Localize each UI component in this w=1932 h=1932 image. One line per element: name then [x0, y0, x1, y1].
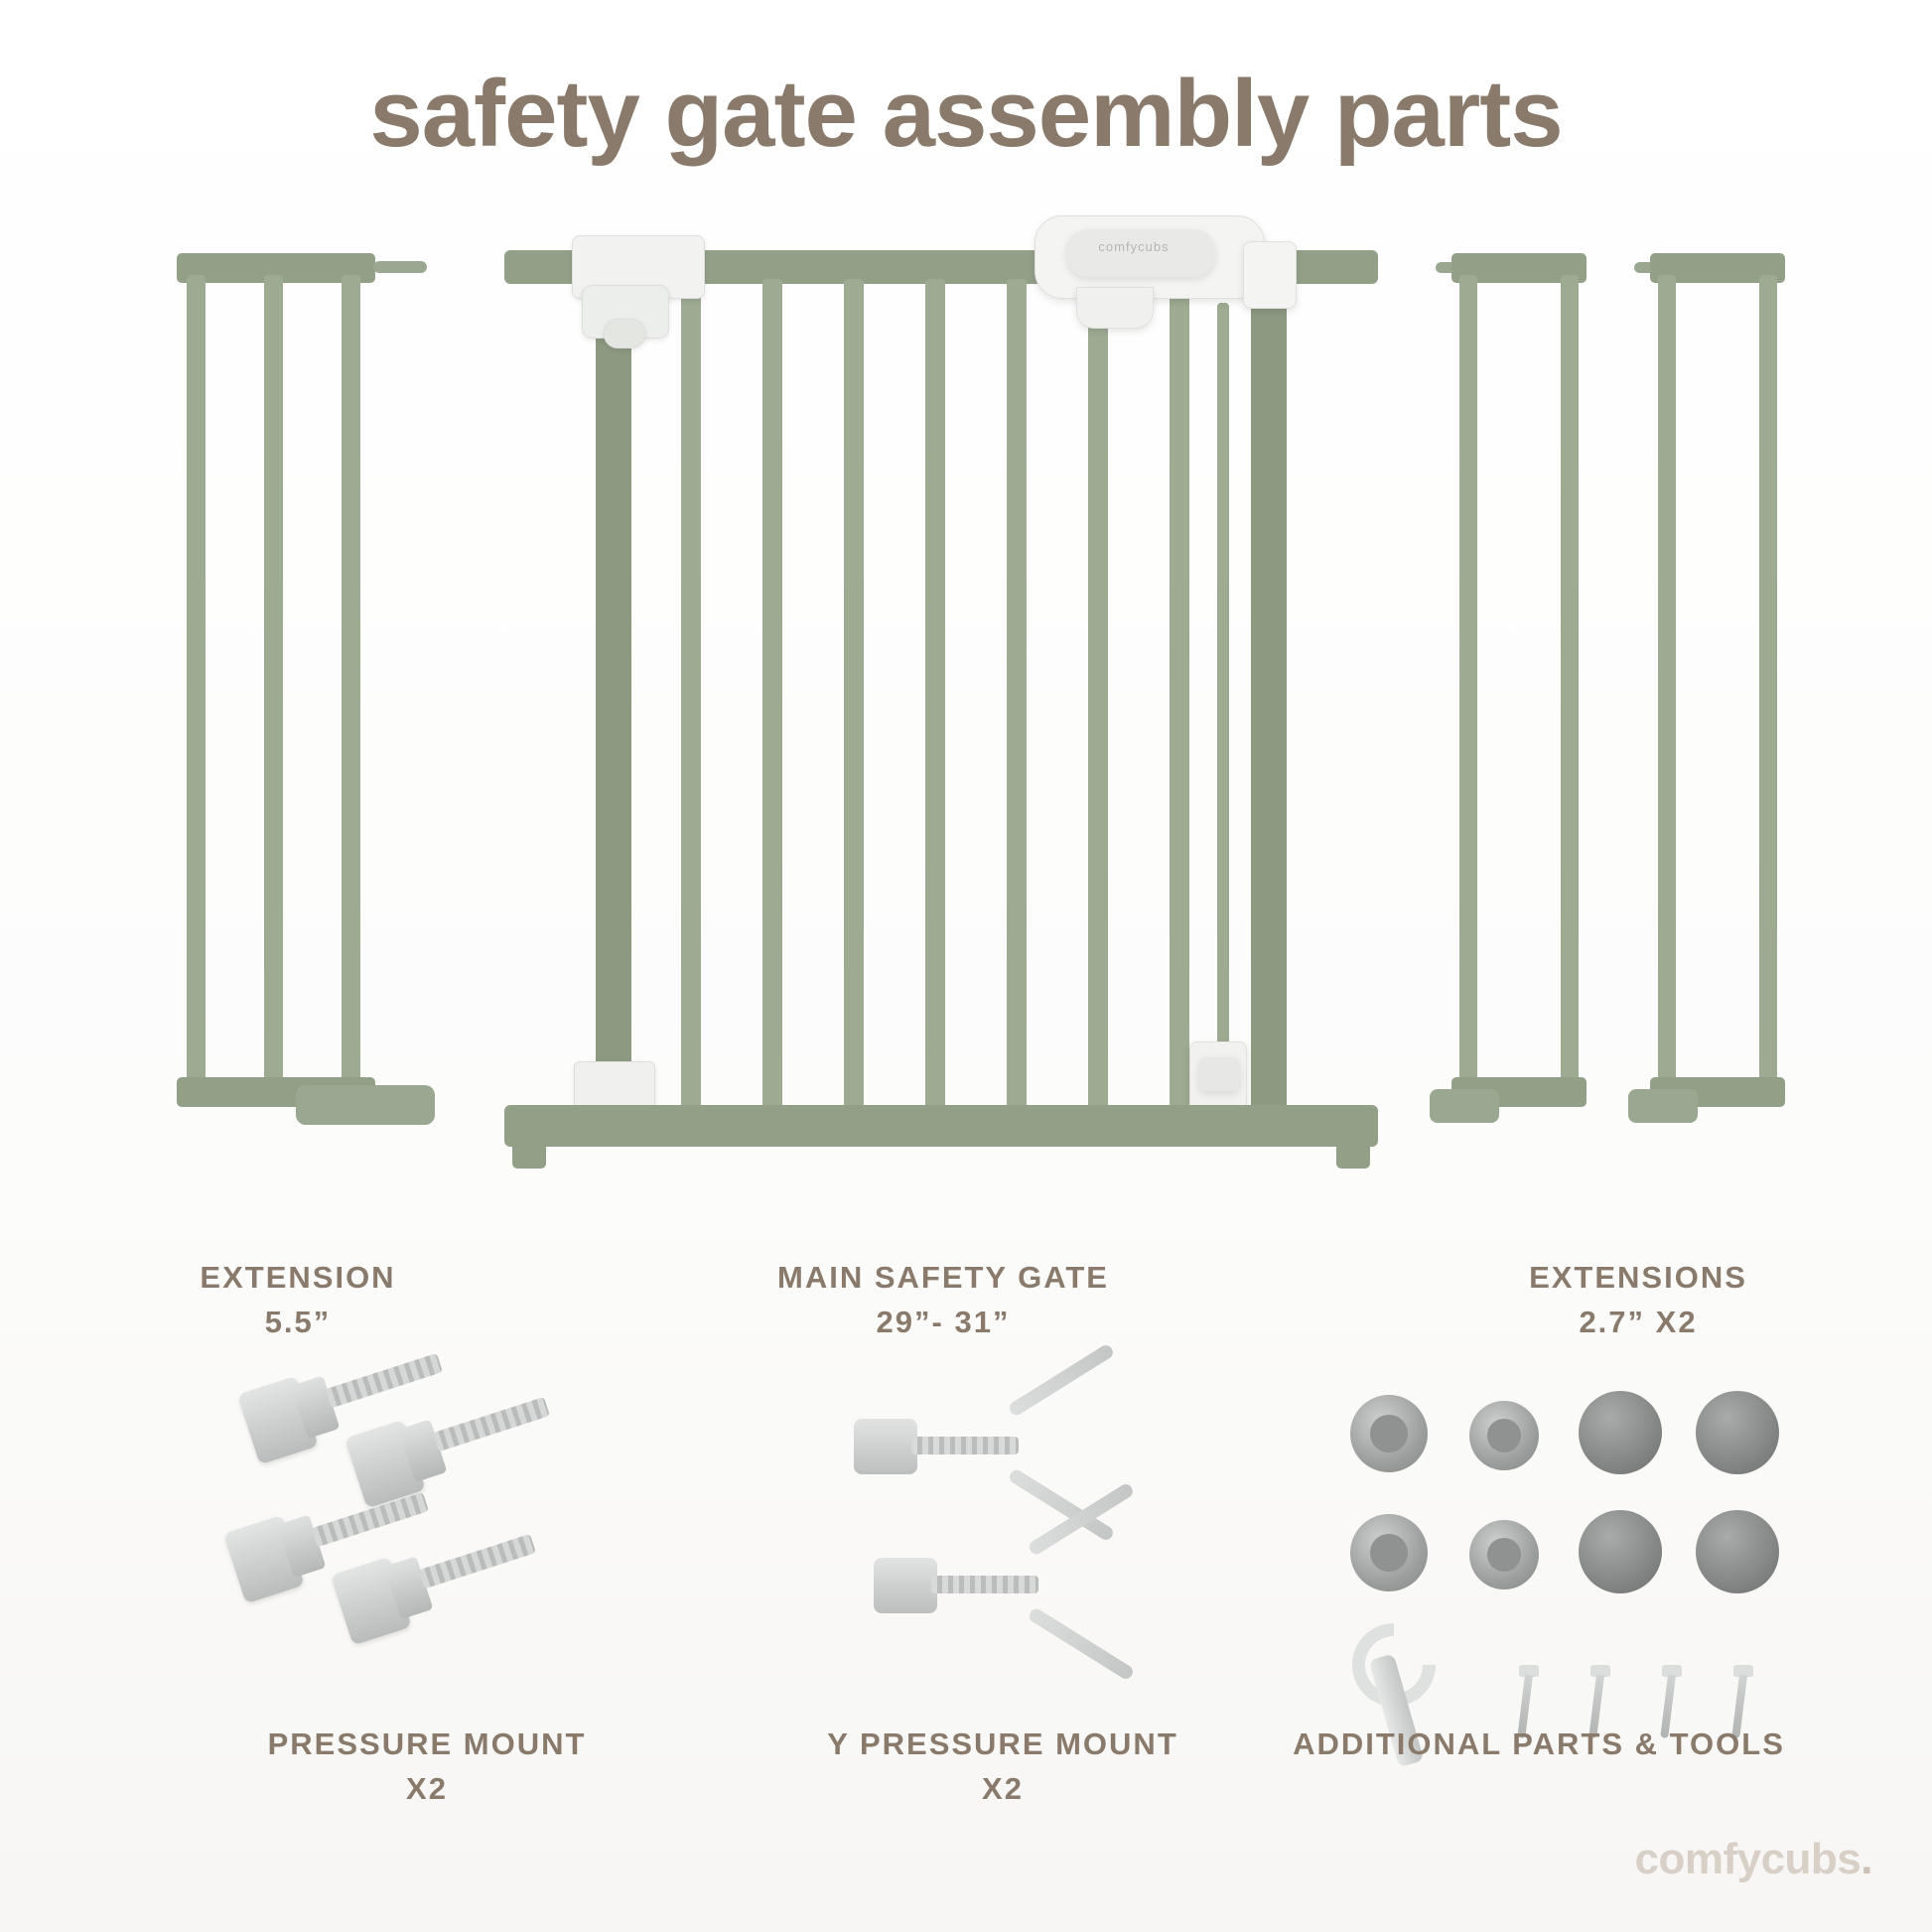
label-line2: 2.7” X2: [1579, 1304, 1698, 1339]
label-line2: 5.5”: [264, 1304, 332, 1339]
extension-vertical-bar: [1658, 275, 1676, 1095]
wall-pad: [1696, 1391, 1779, 1474]
y-mount-stem: [911, 1437, 1019, 1454]
extension-bottom-connector-foot: [1430, 1089, 1499, 1123]
screw-shaft: [433, 1397, 550, 1451]
gate-bottom-right-tab: [1336, 1129, 1370, 1169]
label-extension-5-5: [109, 1256, 486, 1345]
gate-vertical-bar: [1088, 279, 1108, 1109]
part-pressure-mount-group: [213, 1385, 630, 1713]
label-line1: PRESSURE MOUNT: [267, 1726, 587, 1761]
extension-vertical-bar: [264, 275, 283, 1095]
label-line1: MAIN SAFETY GATE: [777, 1260, 1109, 1295]
extension-vertical-bar: [1759, 275, 1777, 1095]
wall-pad: [1579, 1510, 1662, 1593]
label-pressure-mount: [119, 1723, 735, 1812]
part-y-pressure-mount-group: [834, 1375, 1251, 1713]
extension-bottom-connector-foot: [1628, 1089, 1698, 1123]
gate-vertical-bar: [925, 279, 945, 1109]
label-main-safety-gate: [675, 1256, 1211, 1345]
label-line1: EXTENSIONS: [1529, 1260, 1747, 1295]
extension-top-connector-pin: [373, 261, 427, 273]
y-mount-arm: [1007, 1342, 1115, 1417]
label-line2: 29”- 31”: [876, 1304, 1011, 1339]
wall-cup: [1350, 1514, 1428, 1591]
part-extension-2-7-a: [1436, 253, 1614, 1206]
gate-vertical-bar: [762, 279, 782, 1109]
label-additional-parts: [1231, 1723, 1847, 1767]
y-mount-knob: [854, 1419, 917, 1474]
extension-vertical-bar: [342, 275, 360, 1095]
gate-bottom-frame: [504, 1105, 1378, 1147]
wall-cup: [1350, 1395, 1428, 1472]
label-y-pressure-mount: [695, 1723, 1311, 1812]
label-line1: ADDITIONAL PARTS & TOOLS: [1293, 1726, 1785, 1761]
wall-pad: [1696, 1510, 1779, 1593]
gate-left-post: [596, 267, 631, 1123]
gate-latch-rod: [1217, 303, 1229, 1077]
gate-bottom-hinge-icon: [574, 1061, 655, 1109]
gate-vertical-bar: [1170, 279, 1189, 1109]
wall-cup: [1469, 1520, 1539, 1589]
gate-vertical-bar: [844, 279, 864, 1109]
part-main-safety-gate: [504, 233, 1378, 1226]
brand-logo: [1634, 1835, 1872, 1884]
top-parts-row: [0, 233, 1932, 1226]
gate-right-post: [1251, 267, 1287, 1123]
label-line2: X2: [406, 1770, 448, 1806]
y-mount-arm: [1027, 1606, 1135, 1681]
extension-vertical-bar: [187, 275, 206, 1095]
y-mount-stem: [931, 1576, 1038, 1593]
extension-bottom-connector-foot: [296, 1085, 435, 1125]
gate-latch-tail-icon: [1076, 287, 1154, 329]
label-line2: X2: [982, 1770, 1024, 1806]
part-extension-5-5: [177, 253, 405, 1206]
gate-latch-side-block-icon: [1243, 241, 1297, 309]
wall-pad: [1579, 1391, 1662, 1474]
y-mount-knob: [874, 1558, 937, 1613]
gate-bottom-latch-pin-icon: [1199, 1057, 1239, 1091]
label-line1: EXTENSION: [200, 1260, 396, 1295]
extension-vertical-bar: [1459, 275, 1477, 1095]
gate-bottom-left-tab: [512, 1129, 546, 1169]
gate-hinge-adjust-knob-icon: [604, 319, 645, 348]
gate-vertical-bar: [1007, 279, 1027, 1109]
extension-vertical-bar: [1561, 275, 1579, 1095]
brand-text: comfycubs: [1634, 1835, 1862, 1883]
label-line1: Y PRESSURE MOUNT: [827, 1726, 1178, 1761]
screw-shaft: [326, 1353, 443, 1408]
wall-cup: [1469, 1401, 1539, 1470]
page-title: safety gate assembly parts: [369, 61, 1563, 167]
brand-dot: .: [1861, 1835, 1872, 1883]
part-extension-2-7-b: [1634, 253, 1813, 1206]
gate-vertical-bar: [681, 279, 701, 1109]
latch-brand-text: comfycubs: [1098, 239, 1170, 254]
label-extensions-2-7: [1430, 1256, 1847, 1345]
part-additional-parts-group: [1330, 1375, 1847, 1732]
screw-shaft: [419, 1534, 536, 1588]
